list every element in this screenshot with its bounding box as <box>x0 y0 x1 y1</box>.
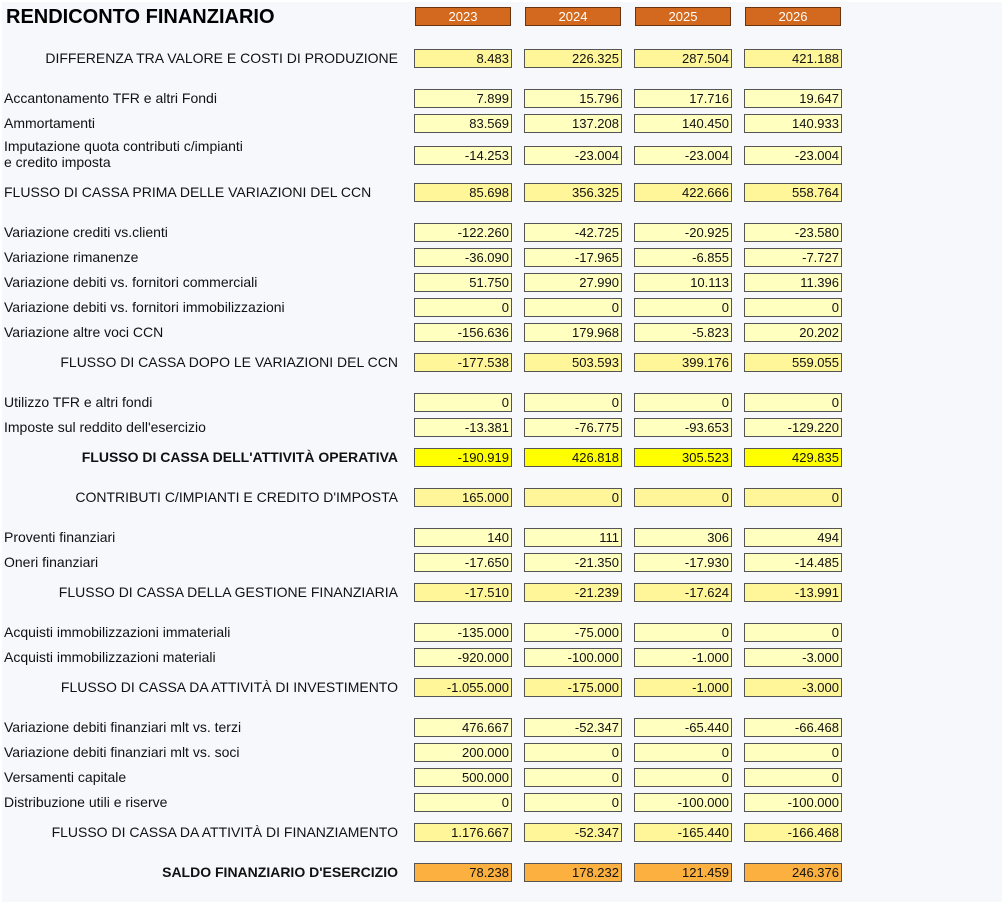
row-imputazione-contributi <box>2 138 1002 170</box>
value-cell[interactable]: 140.933 <box>744 114 842 133</box>
value-cell[interactable]: -6.855 <box>634 248 732 267</box>
value-cell[interactable]: 503.593 <box>524 353 622 372</box>
value-cell[interactable]: 0 <box>524 768 622 787</box>
value-cell[interactable]: 399.176 <box>634 353 732 372</box>
value-cell[interactable]: 83.569 <box>414 114 512 133</box>
value-cell[interactable]: -36.090 <box>414 248 512 267</box>
row-flusso-dopo-ccn <box>2 353 1002 372</box>
value-cell[interactable]: -175.000 <box>524 678 622 697</box>
row-accantonamento-tfr <box>2 89 1002 108</box>
value-cell[interactable]: 0 <box>744 623 842 642</box>
value-cell[interactable]: 305.523 <box>634 448 732 467</box>
row-label: Accantonamento TFR e altri Fondi <box>4 90 217 106</box>
value-cell[interactable]: -75.000 <box>524 623 622 642</box>
value-cell[interactable]: 78.238 <box>414 863 512 882</box>
value-cell[interactable]: 0 <box>634 488 732 507</box>
value-cell[interactable]: 429.835 <box>744 448 842 467</box>
row-label: Acquisti immobilizzazioni immateriali <box>4 624 231 640</box>
value-cell[interactable]: 558.764 <box>744 183 842 202</box>
row-label: Variazione crediti vs.clienti <box>4 224 168 240</box>
value-cell[interactable]: 0 <box>634 298 732 317</box>
value-cell[interactable]: 0 <box>744 768 842 787</box>
value-cell[interactable]: 426.818 <box>524 448 622 467</box>
value-cell[interactable]: -165.440 <box>634 823 732 842</box>
value-cell[interactable]: -13.991 <box>744 583 842 602</box>
value-cell[interactable]: 10.113 <box>634 273 732 292</box>
value-cell[interactable]: -66.468 <box>744 718 842 737</box>
row-label: Versamenti capitale <box>4 769 127 785</box>
value-cell[interactable]: -23.004 <box>634 146 732 165</box>
value-cell[interactable]: 0 <box>524 393 622 412</box>
value-cell[interactable]: -17.965 <box>524 248 622 267</box>
value-cell[interactable]: 178.232 <box>524 863 622 882</box>
row-label: SALDO FINANZIARIO D'ESERCIZIO <box>162 864 398 880</box>
cash-flow-sheet <box>2 2 1002 902</box>
value-cell[interactable]: 0 <box>524 298 622 317</box>
row-label: Variazione altre voci CCN <box>4 324 164 340</box>
value-cell[interactable]: 246.376 <box>744 863 842 882</box>
row-label: DIFFERENZA TRA VALORE E COSTI DI PRODUZIONE <box>45 50 398 66</box>
value-cell[interactable]: -17.624 <box>634 583 732 602</box>
value-cell[interactable]: -920.000 <box>414 648 512 667</box>
value-cell[interactable]: 0 <box>524 743 622 762</box>
value-cell[interactable]: 0 <box>524 488 622 507</box>
value-cell[interactable]: 140 <box>414 528 512 547</box>
value-cell[interactable]: -42.725 <box>524 223 622 242</box>
value-cell[interactable]: 494 <box>744 528 842 547</box>
row-utilizzo-tfr <box>2 393 1002 412</box>
value-cell[interactable]: -177.538 <box>414 353 512 372</box>
value-cell[interactable]: 20.202 <box>744 323 842 342</box>
value-cell[interactable]: -17.510 <box>414 583 512 602</box>
value-cell[interactable]: 137.208 <box>524 114 622 133</box>
row-label: FLUSSO DI CASSA PRIMA DELLE VARIAZIONI DEL CCN <box>4 184 372 200</box>
row-label: Utilizzo TFR e altri fondi <box>4 394 153 410</box>
row-label: Imposte sul reddito dell'esercizio <box>4 419 206 435</box>
value-cell[interactable]: 0 <box>744 393 842 412</box>
row-label: CONTRIBUTI C/IMPIANTI E CREDITO D'IMPOSTA <box>75 489 398 505</box>
value-cell[interactable]: 421.188 <box>744 49 842 68</box>
value-cell[interactable]: 1.176.667 <box>414 823 512 842</box>
row-label: FLUSSO DI CASSA DA ATTIVITÀ DI FINANZIAMENTO <box>51 824 398 840</box>
value-cell[interactable]: -52.347 <box>524 823 622 842</box>
year-header-2023[interactable]: 2023 <box>415 7 511 26</box>
value-cell[interactable]: -20.925 <box>634 223 732 242</box>
value-cell[interactable]: 0 <box>634 768 732 787</box>
row-distribuzione-utili <box>2 793 1002 812</box>
row-flusso-investimento <box>2 678 1002 697</box>
value-cell[interactable]: -1.000 <box>634 678 732 697</box>
row-variazione-debiti-fornitori-immobilizzazioni <box>2 298 1002 317</box>
row-label: Variazione debiti finanziari mlt vs. terzi <box>4 719 242 735</box>
value-cell[interactable]: -76.775 <box>524 418 622 437</box>
value-cell[interactable]: -17.650 <box>414 553 512 572</box>
row-saldo-finanziario <box>2 863 1002 882</box>
value-cell[interactable]: 111 <box>524 528 622 547</box>
value-cell[interactable]: 140.450 <box>634 114 732 133</box>
value-cell[interactable]: 356.325 <box>524 183 622 202</box>
page-title: RENDICONTO FINANZIARIO <box>6 6 275 28</box>
value-cell[interactable]: 0 <box>524 793 622 812</box>
value-cell[interactable]: -1.000 <box>634 648 732 667</box>
value-cell[interactable]: -7.727 <box>744 248 842 267</box>
row-debiti-finanziari-soci <box>2 743 1002 762</box>
value-cell[interactable]: -100.000 <box>634 793 732 812</box>
row-flusso-gestione-finanziaria <box>2 583 1002 602</box>
value-cell[interactable]: -190.919 <box>414 448 512 467</box>
value-cell[interactable]: -93.653 <box>634 418 732 437</box>
row-label: Distribuzione utili e riserve <box>4 794 168 810</box>
row-label: FLUSSO DI CASSA DELL'ATTIVITÀ OPERATIVA <box>81 449 398 465</box>
value-cell[interactable]: 287.504 <box>634 49 732 68</box>
value-cell[interactable]: -13.381 <box>414 418 512 437</box>
row-imposte-reddito <box>2 418 1002 437</box>
row-label: Variazione debiti finanziari mlt vs. soci <box>4 744 240 760</box>
value-cell[interactable]: 17.716 <box>634 89 732 108</box>
value-cell[interactable]: -23.004 <box>744 146 842 165</box>
value-cell[interactable]: 0 <box>634 393 732 412</box>
row-variazione-crediti <box>2 223 1002 242</box>
row-label: Variazione debiti vs. fornitori commerciali <box>4 274 258 290</box>
value-cell[interactable]: 7.899 <box>414 89 512 108</box>
value-cell[interactable]: -23.004 <box>524 146 622 165</box>
row-proventi-finanziari <box>2 528 1002 547</box>
value-cell[interactable]: -21.239 <box>524 583 622 602</box>
year-header-2026[interactable]: 2026 <box>745 7 841 26</box>
row-acquisti-materiali <box>2 648 1002 667</box>
value-cell[interactable]: 200.000 <box>414 743 512 762</box>
row-label: FLUSSO DI CASSA DELLA GESTIONE FINANZIARIA <box>58 584 398 600</box>
value-cell[interactable]: 85.698 <box>414 183 512 202</box>
value-cell[interactable]: -21.350 <box>524 553 622 572</box>
row-oneri-finanziari <box>2 553 1002 572</box>
row-label: FLUSSO DI CASSA DOPO LE VARIAZIONI DEL CCN <box>60 354 398 370</box>
value-cell[interactable]: 0 <box>414 393 512 412</box>
row-label: Ammortamenti <box>4 115 96 131</box>
value-cell[interactable]: 0 <box>744 298 842 317</box>
value-cell[interactable]: 476.667 <box>414 718 512 737</box>
value-cell[interactable]: -14.485 <box>744 553 842 572</box>
value-cell[interactable]: 8.483 <box>414 49 512 68</box>
value-cell[interactable]: 0 <box>634 743 732 762</box>
row-variazione-debiti-fornitori-commerciali <box>2 273 1002 292</box>
value-cell[interactable]: -100.000 <box>524 648 622 667</box>
row-variazione-altre-voci-ccn <box>2 323 1002 342</box>
row-label: Proventi finanziari <box>4 529 116 545</box>
row-flusso-attivita-operativa <box>2 448 1002 467</box>
value-cell[interactable]: -3.000 <box>744 648 842 667</box>
value-cell[interactable]: 0 <box>634 623 732 642</box>
row-contributi-impianti <box>2 488 1002 507</box>
value-cell[interactable]: -156.636 <box>414 323 512 342</box>
value-cell[interactable]: -166.468 <box>744 823 842 842</box>
value-cell[interactable]: 0 <box>744 488 842 507</box>
value-cell[interactable]: -17.930 <box>634 553 732 572</box>
value-cell[interactable]: 27.990 <box>524 273 622 292</box>
row-label: FLUSSO DI CASSA DA ATTIVITÀ DI INVESTIMENTO <box>60 679 398 695</box>
value-cell[interactable]: -135.000 <box>414 623 512 642</box>
value-cell[interactable]: 0 <box>414 793 512 812</box>
value-cell[interactable]: 165.000 <box>414 488 512 507</box>
value-cell[interactable]: 121.459 <box>634 863 732 882</box>
row-versamenti-capitale <box>2 768 1002 787</box>
value-cell[interactable]: -5.823 <box>634 323 732 342</box>
value-cell[interactable]: 15.796 <box>524 89 622 108</box>
row-flusso-finanziamento <box>2 823 1002 842</box>
value-cell[interactable]: 0 <box>744 743 842 762</box>
value-cell[interactable]: -65.440 <box>634 718 732 737</box>
row-differenza-valore-costi <box>2 49 1002 68</box>
value-cell[interactable]: 51.750 <box>414 273 512 292</box>
value-cell[interactable]: 11.396 <box>744 273 842 292</box>
value-cell[interactable]: -122.260 <box>414 223 512 242</box>
row-flusso-prima-ccn <box>2 183 1002 202</box>
year-header-2025[interactable]: 2025 <box>635 7 731 26</box>
value-cell[interactable]: 19.647 <box>744 89 842 108</box>
value-cell[interactable]: 559.055 <box>744 353 842 372</box>
row-debiti-finanziari-terzi <box>2 718 1002 737</box>
value-cell[interactable]: -1.055.000 <box>414 678 512 697</box>
value-cell[interactable]: 422.666 <box>634 183 732 202</box>
value-cell[interactable]: -3.000 <box>744 678 842 697</box>
value-cell[interactable]: -100.000 <box>744 793 842 812</box>
row-variazione-rimanenze <box>2 248 1002 267</box>
value-cell[interactable]: -129.220 <box>744 418 842 437</box>
value-cell[interactable]: 0 <box>414 298 512 317</box>
value-cell[interactable]: 306 <box>634 528 732 547</box>
value-cell[interactable]: 500.000 <box>414 768 512 787</box>
row-label: Variazione rimanenze <box>4 249 139 265</box>
value-cell[interactable]: -14.253 <box>414 146 512 165</box>
row-label: Oneri finanziari <box>4 554 99 570</box>
year-header-2024[interactable]: 2024 <box>525 7 621 26</box>
value-cell[interactable]: 226.325 <box>524 49 622 68</box>
value-cell[interactable]: 179.968 <box>524 323 622 342</box>
row-ammortamenti <box>2 114 1002 133</box>
value-cell[interactable]: -52.347 <box>524 718 622 737</box>
row-label: Variazione debiti vs. fornitori immobilizzazioni <box>4 299 285 315</box>
row-label: Imputazione quota contributi c/impianti e credito imposta <box>4 138 243 170</box>
value-cell[interactable]: -23.580 <box>744 223 842 242</box>
row-acquisti-immateriali <box>2 623 1002 642</box>
row-label: Acquisti immobilizzazioni materiali <box>4 649 216 665</box>
